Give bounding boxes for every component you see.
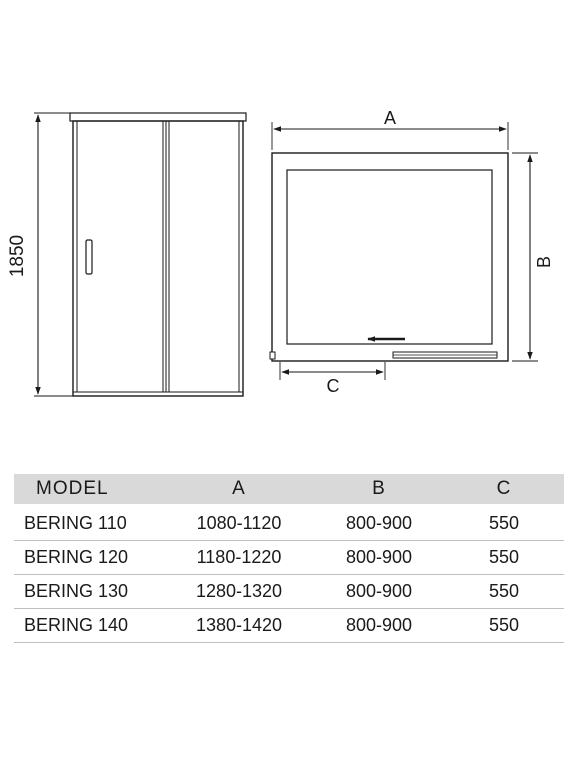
header-b: B [314, 474, 444, 504]
front-top-rail [70, 113, 246, 121]
door-handle [86, 240, 92, 274]
top-frame-outer [272, 153, 508, 361]
cell-b: 800-900 [314, 575, 444, 609]
table-row [14, 609, 564, 643]
table-row [14, 541, 564, 575]
header-model: MODEL [14, 474, 164, 504]
cell-b: 800-900 [314, 609, 444, 643]
table-header-row [14, 474, 564, 504]
height-label: 1850 [7, 234, 29, 278]
header-a: A [164, 474, 314, 504]
table-row [14, 575, 564, 609]
front-view [34, 113, 246, 396]
front-sliding-door [77, 121, 163, 392]
depth-label: B [533, 255, 554, 269]
width-label: A [383, 108, 397, 128]
cell-c: 550 [444, 609, 564, 643]
cell-b: 800-900 [314, 504, 444, 541]
corner-post [270, 352, 275, 359]
top-view [270, 122, 538, 380]
cell-model: BERING 110 [14, 504, 164, 541]
front-frame-outer [73, 121, 243, 396]
cell-a: 1380-1420 [164, 609, 314, 643]
opening-label: C [326, 376, 340, 396]
model-dimension-table [14, 474, 564, 643]
table-row [14, 504, 564, 541]
cell-a: 1280-1320 [164, 575, 314, 609]
front-frame-inner [77, 121, 239, 392]
cell-a: 1080-1120 [164, 504, 314, 541]
cell-c: 550 [444, 541, 564, 575]
cell-model: BERING 130 [14, 575, 164, 609]
header-c: C [444, 474, 564, 504]
cell-a: 1180-1220 [164, 541, 314, 575]
cell-model: BERING 140 [14, 609, 164, 643]
cell-b: 800-900 [314, 541, 444, 575]
top-frame-inner [287, 170, 492, 344]
cell-c: 550 [444, 504, 564, 541]
cell-model: BERING 120 [14, 541, 164, 575]
cell-c: 550 [444, 575, 564, 609]
